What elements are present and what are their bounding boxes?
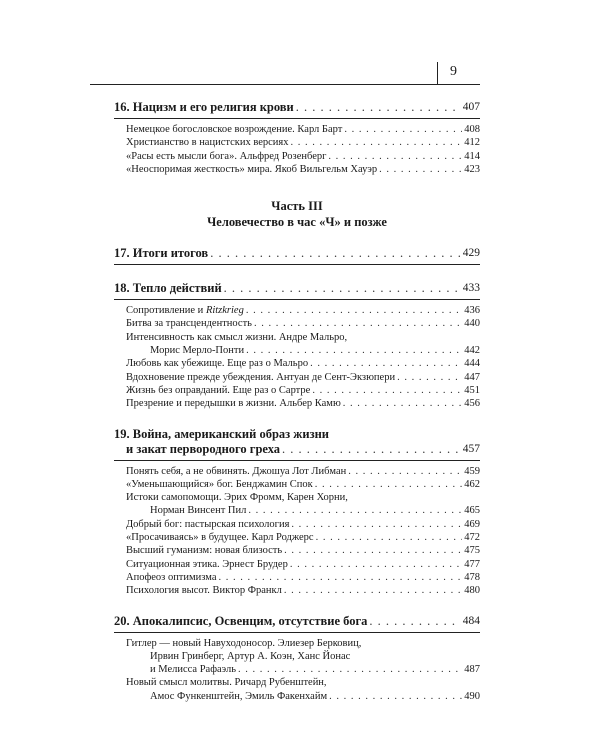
page-ref: 480 xyxy=(464,585,480,597)
chapter-title-continued: и закат первородного греха xyxy=(126,441,281,456)
chapter-18-heading[interactable] xyxy=(114,281,480,300)
leader-dots xyxy=(369,614,460,629)
leader-dots xyxy=(238,663,462,676)
page-ref: 429 xyxy=(462,247,480,260)
leader-dots xyxy=(290,558,462,571)
leader-dots xyxy=(254,317,462,330)
leader-dots xyxy=(315,478,462,491)
entry-text: Жизнь без оправданий. Еще раз о Сартре xyxy=(126,384,311,396)
toc-entry-multiline[interactable] xyxy=(126,491,480,518)
toc-entry[interactable] xyxy=(126,304,480,317)
page-ref: 462 xyxy=(464,478,480,490)
page-ref: 477 xyxy=(464,558,480,570)
chapter-16-entries xyxy=(126,123,480,176)
chapter-17 xyxy=(114,246,480,265)
page-ref: 490 xyxy=(464,690,480,702)
leader-dots xyxy=(397,371,462,384)
chapter-20-entries xyxy=(126,637,480,703)
page-ref: 484 xyxy=(462,614,480,627)
page-ref: 478 xyxy=(464,571,480,583)
entry-text-continued: Морис Мерло-Понти xyxy=(150,345,245,357)
entry-text: Новый смысл молитвы. Ричард Рубенштейн, xyxy=(126,677,327,689)
toc-entry[interactable] xyxy=(126,384,480,397)
toc-entry-multiline[interactable] xyxy=(126,676,480,703)
toc-entry-multiline[interactable] xyxy=(126,331,480,358)
toc-entry[interactable] xyxy=(126,397,480,410)
chapter-19-heading[interactable] xyxy=(114,427,480,461)
leader-dots xyxy=(348,465,462,478)
page-ref: 408 xyxy=(464,124,480,135)
entry-text: Интенсивность как смысл жизни. Андре Мальро, xyxy=(126,331,348,343)
chapter-title: 18. Тепло действий xyxy=(114,281,222,296)
leader-dots xyxy=(219,571,463,584)
leader-dots xyxy=(246,304,462,317)
entry-text: Вдохновение прежде убеждения. Антуан де Сент-Экзюпери xyxy=(126,371,396,383)
header-rule xyxy=(90,84,480,85)
page-ref: 407 xyxy=(462,101,480,113)
toc-entry[interactable] xyxy=(126,163,480,176)
entry-text: Битва за трансцендентность xyxy=(126,318,252,330)
toc-entry[interactable] xyxy=(126,558,480,571)
chapter-20-heading[interactable] xyxy=(114,614,480,633)
chapter-16 xyxy=(114,100,480,176)
entry-text-continued: Амос Функенштейн, Эмиль Факенхайм xyxy=(150,690,328,702)
chapter-18 xyxy=(114,281,480,410)
toc-entry-multiline[interactable] xyxy=(126,637,480,677)
chapter-18-entries xyxy=(126,304,480,410)
page-ref: 475 xyxy=(464,545,480,557)
table-of-contents xyxy=(114,100,480,703)
toc-entry[interactable] xyxy=(126,478,480,491)
part-label: Часть III xyxy=(271,199,323,214)
entry-text: «Расы есть мысли бога». Альфред Розенберг xyxy=(126,150,327,162)
toc-entry[interactable] xyxy=(126,123,480,136)
leader-dots xyxy=(282,442,461,457)
toc-entry[interactable] xyxy=(126,317,480,330)
leader-dots xyxy=(343,397,462,410)
leader-dots xyxy=(296,100,461,115)
page-ref: 447 xyxy=(464,371,480,383)
page-number: 9 xyxy=(450,64,457,79)
page-ref: 472 xyxy=(464,532,480,544)
entry-text: Немецкое богословское возрождение. Карл Барт xyxy=(126,124,343,135)
page-ref: 423 xyxy=(464,163,480,175)
entry-text: Христианство в нацистских версиях xyxy=(126,137,289,149)
entry-text-continued: Ирвин Гринберг, Артур А. Коэн, Ханс Йонас xyxy=(150,650,351,662)
entry-text: Добрый бог: пастырская психология xyxy=(126,518,290,530)
chapter-title: 19. Война, американский образ жизни xyxy=(114,426,329,441)
toc-entry[interactable] xyxy=(126,371,480,384)
leader-dots xyxy=(224,281,461,296)
entry-text: Любовь как убежище. Еще раз о Мальро xyxy=(126,358,309,370)
part-subtitle: Человечество в час «Ч» и позже xyxy=(207,215,387,230)
leader-dots xyxy=(291,136,463,149)
page-ref: 487 xyxy=(464,664,480,676)
page-ref: 457 xyxy=(462,442,480,455)
chapter-19 xyxy=(114,427,480,598)
leader-dots xyxy=(328,150,462,163)
entry-text: Презрение и передышки в жизни. Альбер Камю xyxy=(126,398,341,410)
toc-entry[interactable] xyxy=(126,465,480,478)
chapter-19-entries xyxy=(126,465,480,598)
part-heading xyxy=(114,198,480,230)
toc-entry[interactable] xyxy=(126,584,480,597)
leader-dots xyxy=(284,584,462,597)
chapter-20 xyxy=(114,614,480,703)
leader-dots xyxy=(291,518,462,531)
toc-entry[interactable] xyxy=(126,357,480,370)
leader-dots xyxy=(312,384,462,397)
chapter-title: 20. Апокалипсис, Освенцим, отсутствие бога xyxy=(114,613,368,628)
leader-dots xyxy=(329,690,462,703)
entry-text: Ситуационная этика. Эрнест Брудер xyxy=(126,558,288,570)
toc-entry[interactable] xyxy=(126,150,480,163)
page-ref: 412 xyxy=(464,137,480,149)
page-ref: 442 xyxy=(464,345,480,357)
entry-text: Психология высот. Виктор Франкл xyxy=(126,585,282,597)
toc-entry[interactable] xyxy=(126,544,480,557)
entry-text: «Неоспоримая жесткость» мира. Якоб Вильгельм Хауэр xyxy=(126,163,378,175)
chapter-title: 16. Нацизм и его религия крови xyxy=(114,100,294,114)
entry-text xyxy=(126,304,244,317)
entry-text: Понять себя, а не обвинять. Джошуа Лот Либман xyxy=(126,465,347,477)
toc-entry[interactable] xyxy=(126,518,480,531)
entry-text: Гитлер — новый Навуходоносор. Элиезер Берковиц, xyxy=(126,637,362,649)
entry-text: Высший гуманизм: новая близость xyxy=(126,545,283,557)
toc-entry[interactable] xyxy=(126,136,480,149)
entry-text-plain: Сопротивление и xyxy=(126,305,206,317)
leader-dots xyxy=(248,504,462,517)
leader-dots xyxy=(316,531,463,544)
toc-entry[interactable] xyxy=(126,531,480,544)
leader-dots xyxy=(310,357,462,370)
entry-text-continued: Норман Винсент Пил xyxy=(150,505,247,517)
page-ref: 414 xyxy=(464,150,480,162)
page-ref: 459 xyxy=(464,465,480,477)
page-ref: 451 xyxy=(464,384,480,396)
chapter-17-heading[interactable] xyxy=(114,246,480,265)
entry-text: Апофеоз оптимизма xyxy=(126,571,217,583)
page-ref: 433 xyxy=(462,282,480,295)
page-ref: 444 xyxy=(464,358,480,370)
page-ref: 456 xyxy=(464,398,480,410)
toc-entry[interactable] xyxy=(126,571,480,584)
leader-dots xyxy=(379,163,462,176)
leader-dots xyxy=(284,544,462,557)
page-ref: 465 xyxy=(464,505,480,517)
entry-text: «Просачиваясь» в будущее. Карл Роджерс xyxy=(126,532,314,544)
chapter-16-heading[interactable] xyxy=(114,100,480,119)
entry-text-continued: и Мелисса Рафаэль xyxy=(150,664,237,676)
chapter-title: 17. Итоги итогов xyxy=(114,246,209,261)
header-tick xyxy=(437,62,438,84)
entry-text-italic: Ritzkrieg xyxy=(205,305,244,317)
entry-text: «Уменьшающийся» бог. Бенджамин Спок xyxy=(126,478,313,490)
leader-dots xyxy=(344,123,462,136)
leader-dots xyxy=(210,246,461,261)
leader-dots xyxy=(246,344,462,357)
page-ref: 469 xyxy=(464,518,480,530)
page-ref: 440 xyxy=(464,318,480,330)
page-ref: 436 xyxy=(464,305,480,317)
entry-text: Истоки самопомощи. Эрих Фромм, Карен Хорни, xyxy=(126,492,348,504)
